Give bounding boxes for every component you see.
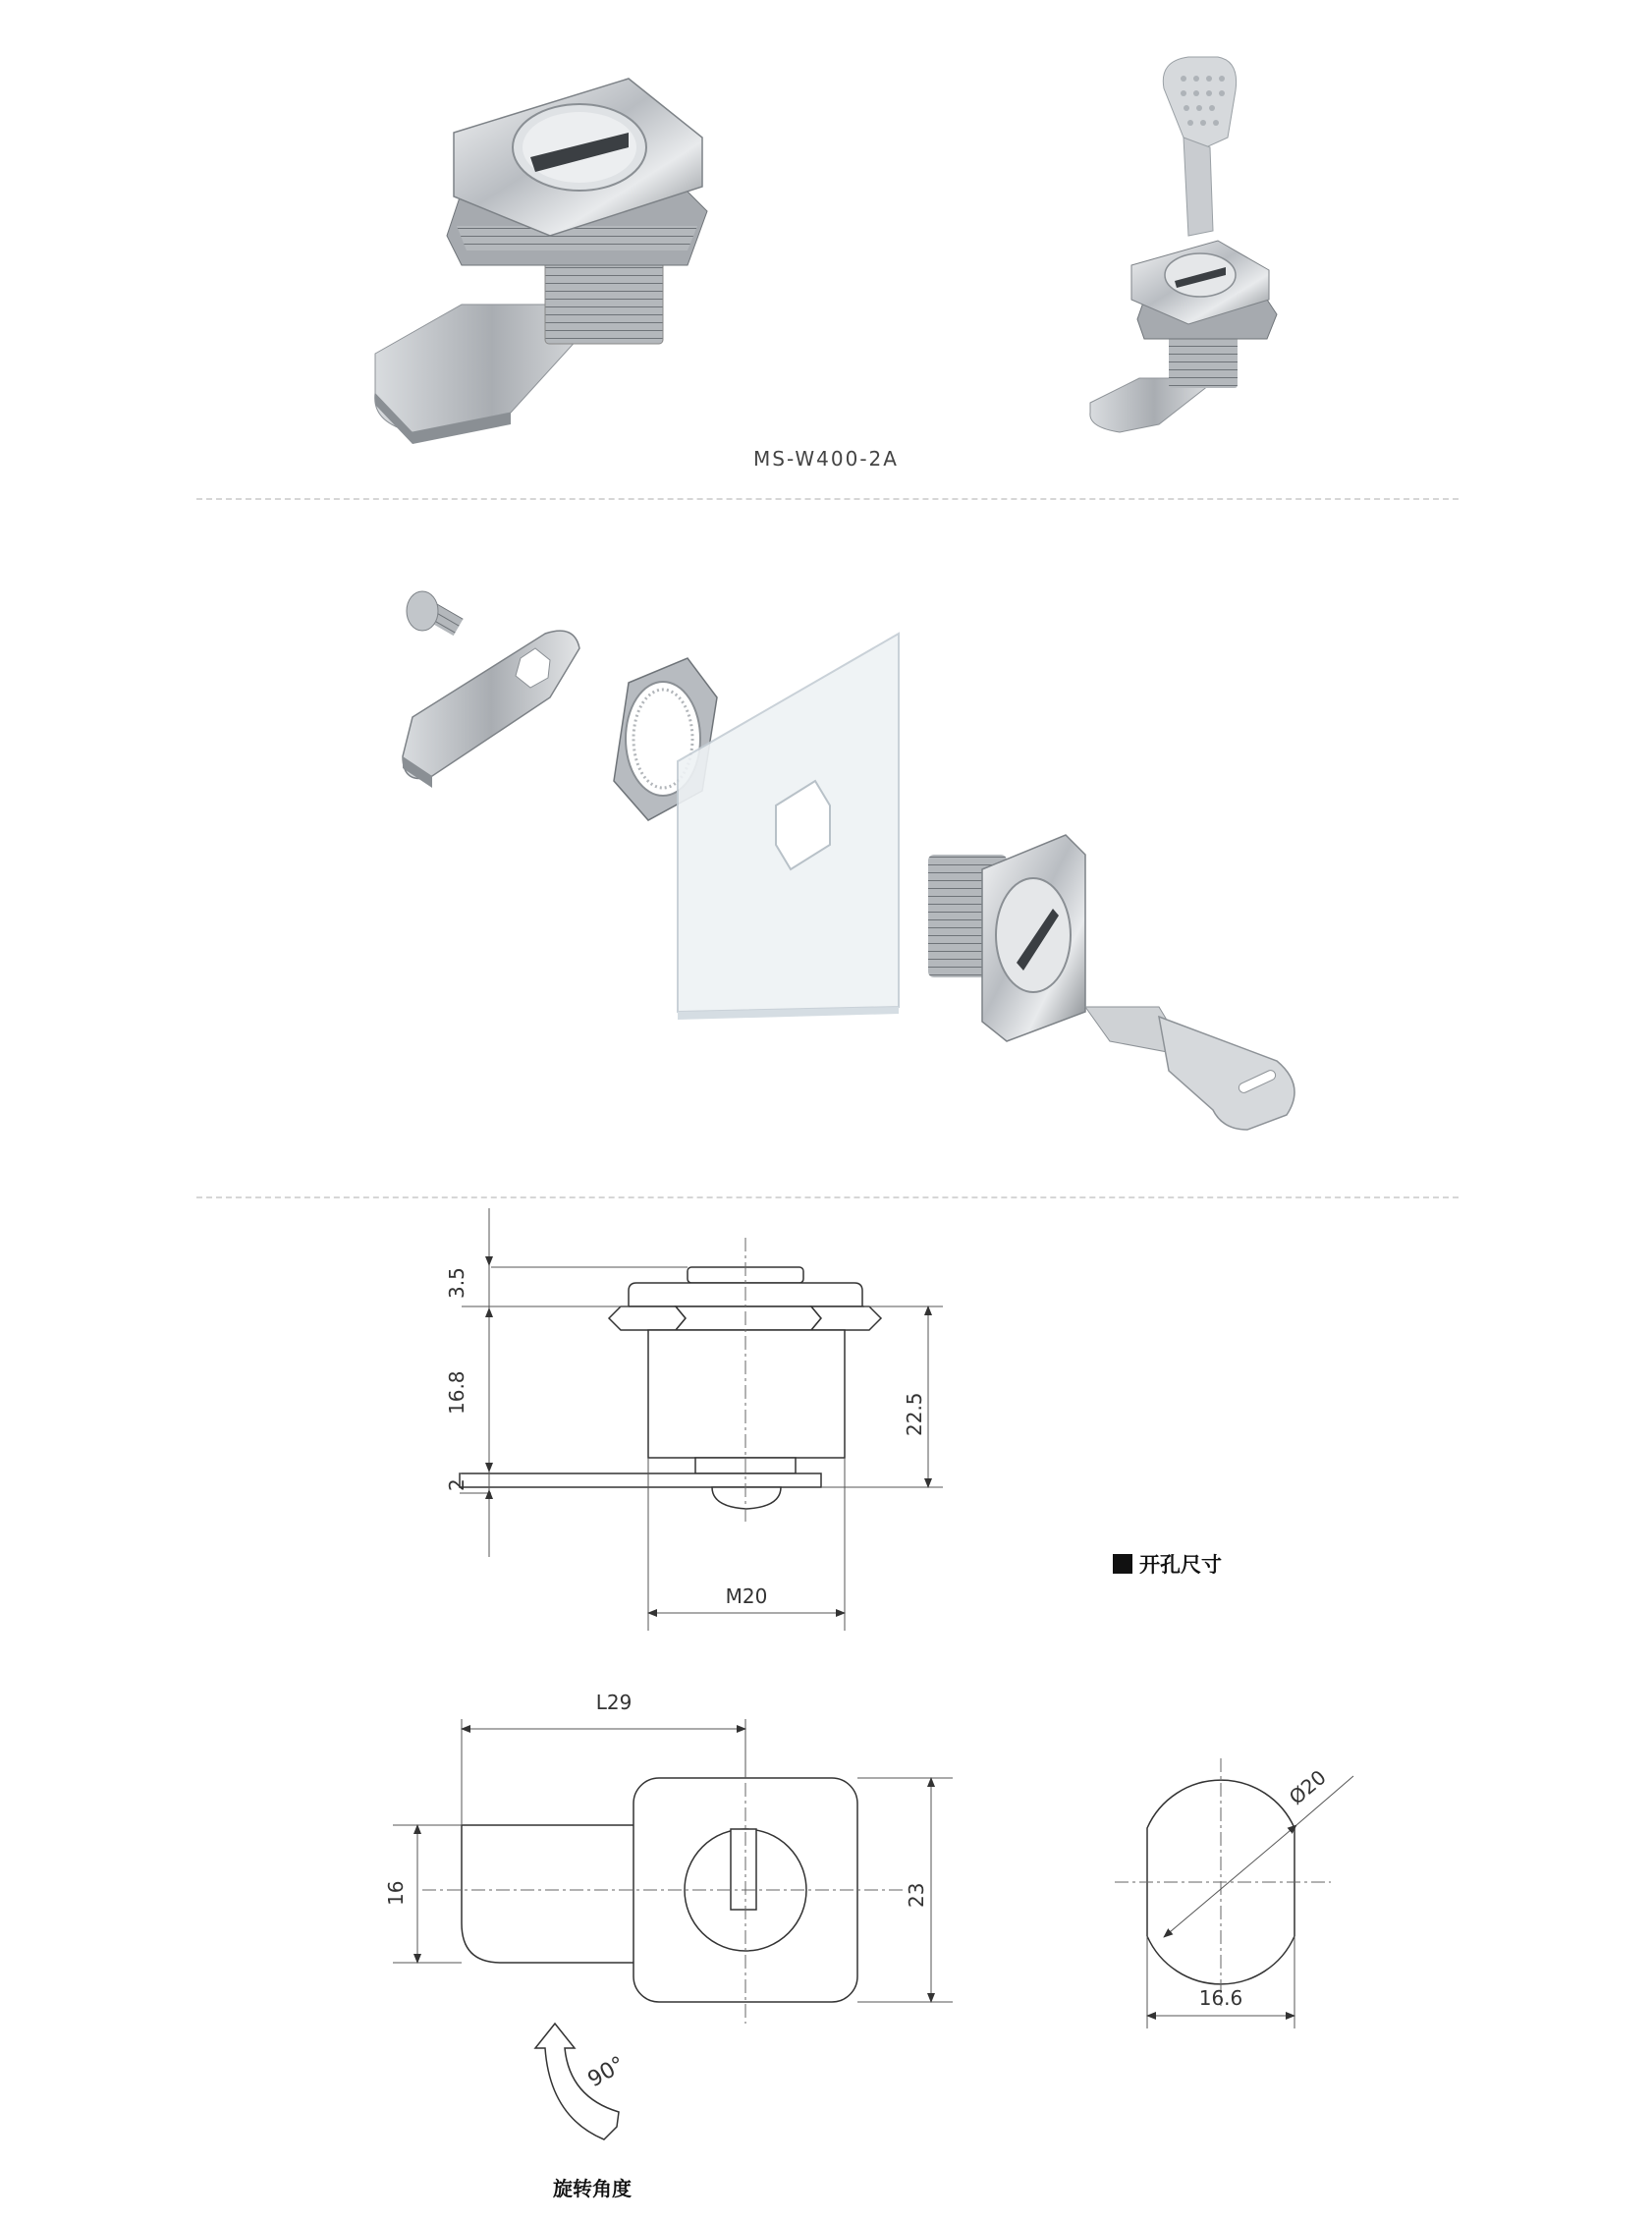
technical-drawing-svg — [0, 1208, 1652, 2218]
side-view-drawing — [460, 1238, 881, 1523]
section-divider-1 — [196, 498, 1459, 500]
exploded-view — [0, 511, 1652, 1198]
dim-thread: M20 — [725, 1584, 768, 1608]
rotation-angle: 90° — [583, 2052, 630, 2093]
rotation-angle-label: 旋转角度 — [553, 2177, 632, 2200]
dim-cam-width: 16 — [384, 1880, 408, 1906]
front-view-drawing — [422, 1734, 904, 2024]
exploded-view-image — [0, 511, 1652, 1198]
screw-part — [407, 591, 464, 636]
dim-cam-thickness: 2 — [445, 1478, 468, 1491]
dim-top-height: 3.5 — [445, 1267, 468, 1299]
dim-length: L29 — [595, 1691, 633, 1714]
lock-body-part — [928, 835, 1085, 1041]
section-divider-2 — [196, 1196, 1459, 1198]
lock-render-large — [375, 79, 707, 444]
lock-with-key-render — [1090, 57, 1277, 432]
model-number: MS-W400-2A — [753, 447, 899, 471]
dim-body-height: 16.8 — [445, 1370, 468, 1415]
cutout-title-marker — [1113, 1554, 1132, 1574]
dim-cutout-flat-width: 16.6 — [1198, 1986, 1243, 2010]
product-renders — [0, 0, 1652, 491]
key-part — [1085, 1007, 1294, 1130]
cutout-title: 开孔尺寸 — [1139, 1553, 1222, 1577]
dim-total-height: 22.5 — [903, 1392, 926, 1436]
dim-cutout-diameter: Ø20 — [1284, 1764, 1331, 1809]
dim-bezel-size: 23 — [905, 1882, 928, 1908]
technical-drawings — [0, 1208, 1652, 2218]
cam-plate-part — [403, 631, 579, 788]
product-render-images — [0, 0, 1652, 491]
